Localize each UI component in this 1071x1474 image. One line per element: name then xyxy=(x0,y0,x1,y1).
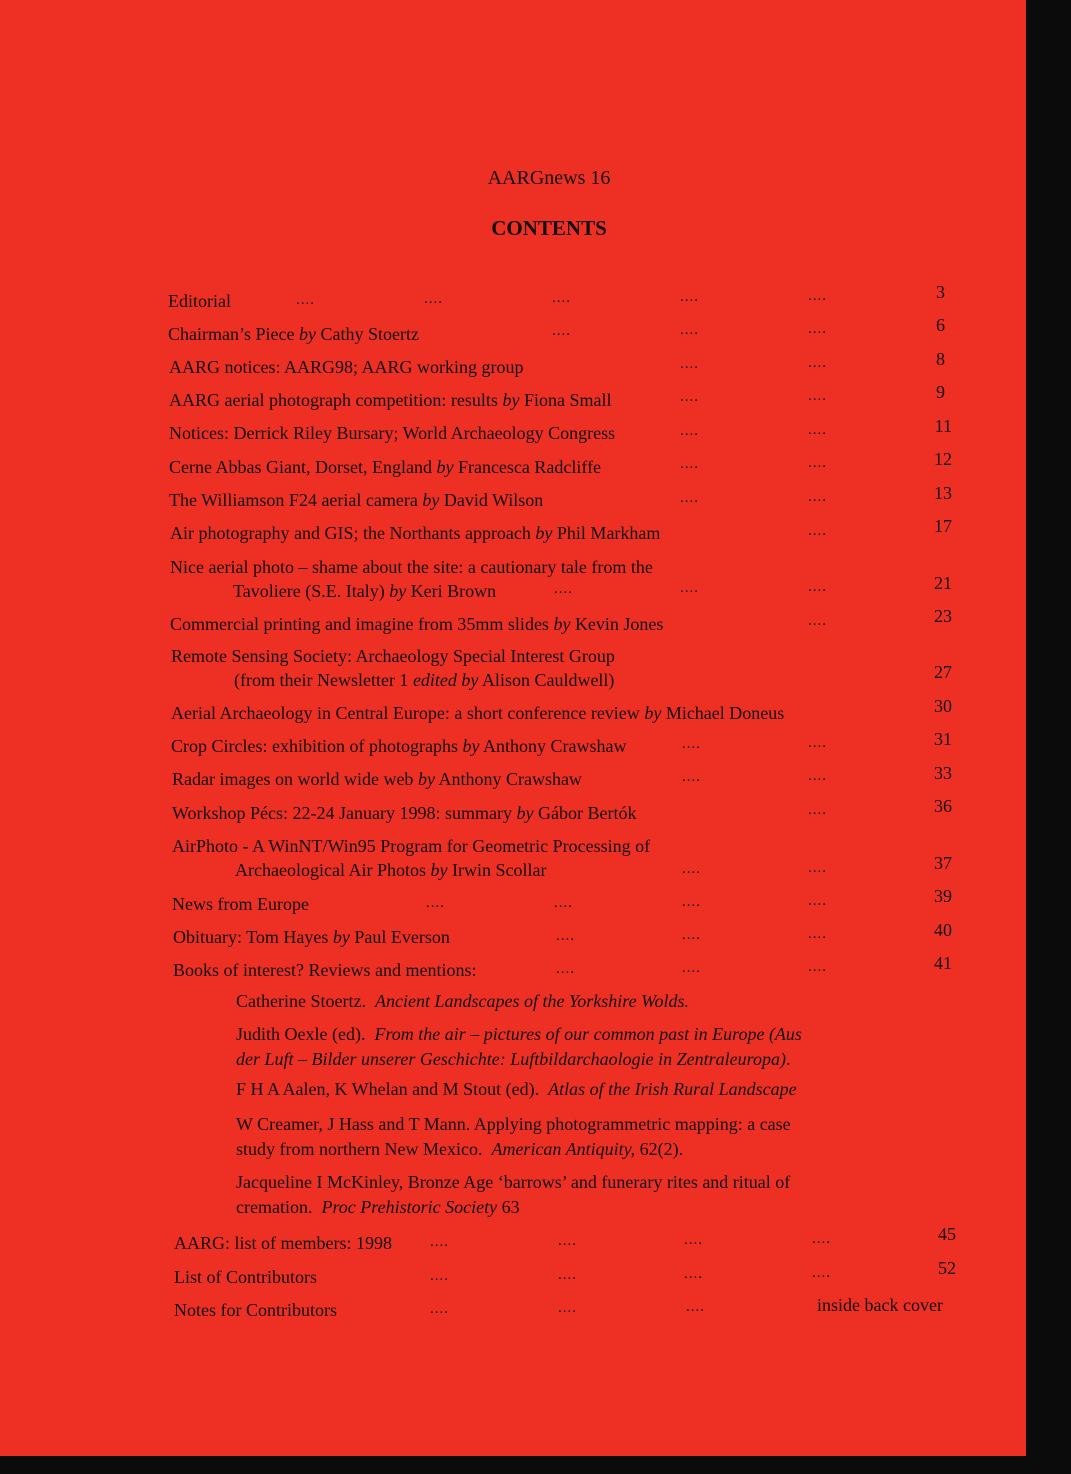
toc-entry[interactable] xyxy=(168,322,419,346)
entry-title: Radar images on world wide web xyxy=(172,769,414,789)
leader-dots: .... xyxy=(552,290,571,306)
page-number: 41 xyxy=(934,953,952,973)
leader-dots: .... xyxy=(430,1234,449,1250)
page-number: 8 xyxy=(936,349,945,369)
toc-entry[interactable] xyxy=(169,488,543,512)
entry-title: Nice aerial photo – shame about the site: a cautionary tale from the xyxy=(170,557,653,577)
entry-author: Keri Brown xyxy=(410,581,497,601)
leader-dots: .... xyxy=(684,1232,703,1248)
book-citation-continued: cremation. xyxy=(236,1197,313,1217)
by-label: by xyxy=(644,703,662,723)
leader-dots: .... xyxy=(808,926,827,942)
page-number: 9 xyxy=(936,382,945,402)
toc-entry[interactable] xyxy=(171,701,784,725)
page-number: 13 xyxy=(934,483,952,503)
page-number: 33 xyxy=(934,763,952,783)
book-title: Ancient Landscapes of the Yorkshire Wolds. xyxy=(374,991,689,1011)
entry-title: Aerial Archaeology in Central Europe: a short conference review xyxy=(171,703,640,723)
leader-dots: .... xyxy=(808,388,827,404)
entry-title: Commercial printing and imagine from 35mm slides xyxy=(170,614,549,634)
entry-title: Chairman’s Piece xyxy=(168,324,295,344)
entry-author: Alison Cauldwell) xyxy=(481,670,615,690)
page-number: 30 xyxy=(934,696,952,716)
by-label: by xyxy=(389,581,407,601)
page-number: 36 xyxy=(934,796,952,816)
by-label: by xyxy=(298,324,316,344)
leader-dots: .... xyxy=(680,389,699,405)
page-number: 37 xyxy=(934,853,952,873)
page-number: 12 xyxy=(934,449,952,469)
entry-title: Air photography and GIS; the Northants approach xyxy=(170,523,531,543)
leader-dots: .... xyxy=(430,1268,449,1284)
toc-entry[interactable] xyxy=(173,958,476,982)
leader-dots: .... xyxy=(812,1231,831,1247)
leader-dots: .... xyxy=(424,291,443,307)
page-number: 52 xyxy=(938,1258,956,1278)
leader-dots: .... xyxy=(680,356,699,372)
entry-author: Francesca Radcliffe xyxy=(457,457,602,477)
entry-title: Editorial xyxy=(168,291,231,311)
page-number: 40 xyxy=(934,920,952,940)
page-number: 6 xyxy=(936,315,945,335)
entry-title: Notes for Contributors xyxy=(174,1300,337,1320)
entry-title: Remote Sensing Society: Archaeology Special Interest Group xyxy=(171,646,615,666)
leader-dots: .... xyxy=(686,1299,705,1315)
entry-author: David Wilson xyxy=(443,490,544,510)
book-entry[interactable] xyxy=(236,989,689,1014)
toc-entry[interactable] xyxy=(172,767,582,791)
journal-volume: 62(2). xyxy=(635,1139,684,1159)
toc-entry[interactable] xyxy=(169,455,601,479)
book-title: From the air – pictures of our common past in Europe (Aus xyxy=(374,1024,802,1044)
leader-dots: .... xyxy=(812,1265,831,1281)
entry-title: AARG: list of members: 1998 xyxy=(174,1233,392,1253)
toc-entry[interactable] xyxy=(174,1265,317,1289)
page-number: 21 xyxy=(934,573,952,593)
page-number: 23 xyxy=(934,606,952,626)
leader-dots: .... xyxy=(808,768,827,784)
leader-dots: .... xyxy=(808,893,827,909)
toc-entry[interactable] xyxy=(173,925,450,949)
leader-dots: .... xyxy=(808,422,827,438)
entry-author: Anthony Crawshaw xyxy=(482,736,627,756)
page-number: 17 xyxy=(934,516,952,536)
page-number: 11 xyxy=(934,416,952,436)
leader-dots: .... xyxy=(680,289,699,305)
entry-title: Crop Circles: exhibition of photographs xyxy=(171,736,458,756)
leader-dots: .... xyxy=(430,1301,449,1317)
toc-entry[interactable] xyxy=(171,644,615,692)
leader-dots: .... xyxy=(680,580,699,596)
entry-title: Workshop Pécs: 22-24 January 1998: summary xyxy=(172,803,513,823)
toc-entry[interactable] xyxy=(170,521,660,545)
entry-author: Irwin Scollar xyxy=(451,860,547,880)
toc-entry[interactable] xyxy=(169,421,615,445)
toc-entry[interactable] xyxy=(174,1231,392,1255)
entry-title: Obituary: Tom Hayes xyxy=(173,927,329,947)
entry-title: AirPhoto - A WinNT/Win95 Program for Geometric Processing of xyxy=(172,836,651,856)
leader-dots: .... xyxy=(808,321,827,337)
entry-title: AARG notices: AARG98; AARG working group xyxy=(169,357,524,377)
entry-title-continued: (from their Newsletter 1 xyxy=(234,670,409,690)
page-number: 45 xyxy=(938,1224,956,1244)
entry-author: Cathy Stoertz xyxy=(320,324,419,344)
by-label: by xyxy=(430,860,448,880)
magazine-title: AARGnews 16 xyxy=(487,167,611,189)
by-label: by xyxy=(422,490,440,510)
entry-title-continued: Tavoliere (S.E. Italy) xyxy=(233,581,385,601)
by-label: by xyxy=(516,803,534,823)
book-author: F H A Aalen, K Whelan and M Stout (ed). xyxy=(236,1079,540,1099)
toc-entry[interactable] xyxy=(170,612,663,636)
entry-author: Anthony Crawshaw xyxy=(438,769,582,789)
book-citation: Jacqueline I McKinley, Bronze Age ‘barrows’ and funerary rites and ritual of xyxy=(236,1172,791,1192)
book-entry[interactable] xyxy=(236,1077,797,1102)
by-label: by xyxy=(462,736,480,756)
page-number: 31 xyxy=(934,729,952,749)
entry-title: Cerne Abbas Giant, Dorset, England xyxy=(169,457,432,477)
toc-entry-editorial[interactable] xyxy=(168,289,231,313)
leader-dots: .... xyxy=(808,579,827,595)
book-title-continued: der Luft – Bilder unserer Geschichte: Luftbildarchaologie in Zentraleuropa) xyxy=(236,1049,786,1069)
journal-volume: 63 xyxy=(497,1197,520,1217)
book-entry[interactable] xyxy=(236,1112,791,1162)
entry-author: Phil Markham xyxy=(556,523,661,543)
book-entry[interactable] xyxy=(236,1170,790,1220)
leader-dots: .... xyxy=(682,861,701,877)
leader-dots: .... xyxy=(680,456,699,472)
leader-dots: .... xyxy=(808,959,827,975)
by-label: by xyxy=(332,927,350,947)
book-citation-continued: study from northern New Mexico. xyxy=(236,1139,483,1159)
leader-dots: .... xyxy=(554,895,573,911)
toc-entry[interactable] xyxy=(172,834,650,882)
leader-dots: .... xyxy=(426,895,445,911)
leader-dots: .... xyxy=(808,860,827,876)
toc-entry[interactable] xyxy=(172,892,309,916)
leader-dots: .... xyxy=(680,490,699,506)
leader-dots: .... xyxy=(808,523,827,539)
leader-dots: .... xyxy=(682,894,701,910)
entry-title: AARG aerial photograph competition: results xyxy=(169,390,498,410)
page-number: 39 xyxy=(934,886,952,906)
leader-dots: .... xyxy=(808,489,827,505)
leader-dots: .... xyxy=(808,455,827,471)
book-citation: W Creamer, J Hass and T Mann. Applying photogrammetric mapping: a case xyxy=(236,1114,791,1134)
toc-entry[interactable] xyxy=(169,355,524,379)
entry-author: Michael Doneus xyxy=(665,703,785,723)
journal-title: Proc Prehistoric Society xyxy=(321,1197,498,1217)
toc-entry[interactable] xyxy=(169,388,611,412)
contents-heading: CONTENTS xyxy=(491,216,607,240)
leader-dots: .... xyxy=(682,736,701,752)
leader-dots: .... xyxy=(808,613,827,629)
leader-dots: .... xyxy=(682,927,701,943)
book-punctuation: . xyxy=(785,1049,791,1069)
leader-dots: .... xyxy=(554,581,573,597)
leader-dots: .... xyxy=(808,355,827,371)
book-entry[interactable] xyxy=(236,1022,802,1072)
toc-entry[interactable] xyxy=(170,555,653,603)
entry-title: Notices: Derrick Riley Bursary; World Archaeology Congress xyxy=(169,423,616,443)
entry-title: News from Europe xyxy=(172,894,309,914)
leader-dots: .... xyxy=(558,1267,577,1283)
by-label: by xyxy=(535,523,553,543)
leader-dots: .... xyxy=(552,323,571,339)
leader-dots: .... xyxy=(556,961,575,977)
by-label: by xyxy=(436,457,454,477)
entry-author: Kevin Jones xyxy=(574,614,664,634)
toc-entry[interactable] xyxy=(172,801,637,825)
leader-dots: .... xyxy=(680,423,699,439)
toc-entry[interactable] xyxy=(171,734,626,758)
leader-dots: .... xyxy=(682,769,701,785)
entry-author: Fiona Small xyxy=(523,390,612,410)
by-label: by xyxy=(417,769,435,789)
entry-title: Books of interest? Reviews and mentions: xyxy=(173,960,477,980)
entry-title: List of Contributors xyxy=(174,1267,317,1287)
leader-dots: .... xyxy=(808,288,827,304)
page-number: inside back cover xyxy=(817,1295,943,1315)
leader-dots: .... xyxy=(808,735,827,751)
by-label: edited by xyxy=(412,670,479,690)
leader-dots: .... xyxy=(808,802,827,818)
book-author: Catherine Stoertz. xyxy=(236,991,366,1011)
leader-dots: .... xyxy=(558,1300,577,1316)
entry-author: Paul Everson xyxy=(354,927,450,947)
leader-dots: .... xyxy=(680,322,699,338)
leader-dots: .... xyxy=(296,292,315,308)
leader-dots: .... xyxy=(556,928,575,944)
entry-title: The Williamson F24 aerial camera xyxy=(169,490,418,510)
leader-dots: .... xyxy=(558,1233,577,1249)
book-author: Judith Oexle (ed). xyxy=(236,1024,366,1044)
leader-dots: .... xyxy=(682,960,701,976)
by-label: by xyxy=(502,390,520,410)
by-label: by xyxy=(553,614,571,634)
entry-title-continued: Archaeological Air Photos xyxy=(235,860,426,880)
page-number: 27 xyxy=(934,662,952,682)
page-number: 3 xyxy=(936,282,945,302)
leader-dots: .... xyxy=(684,1266,703,1282)
book-title: Atlas of the Irish Rural Landscape xyxy=(548,1079,797,1099)
entry-author: Gábor Bertók xyxy=(538,803,637,823)
journal-title: American Antiquity, xyxy=(491,1139,636,1159)
toc-entry[interactable] xyxy=(174,1298,337,1322)
